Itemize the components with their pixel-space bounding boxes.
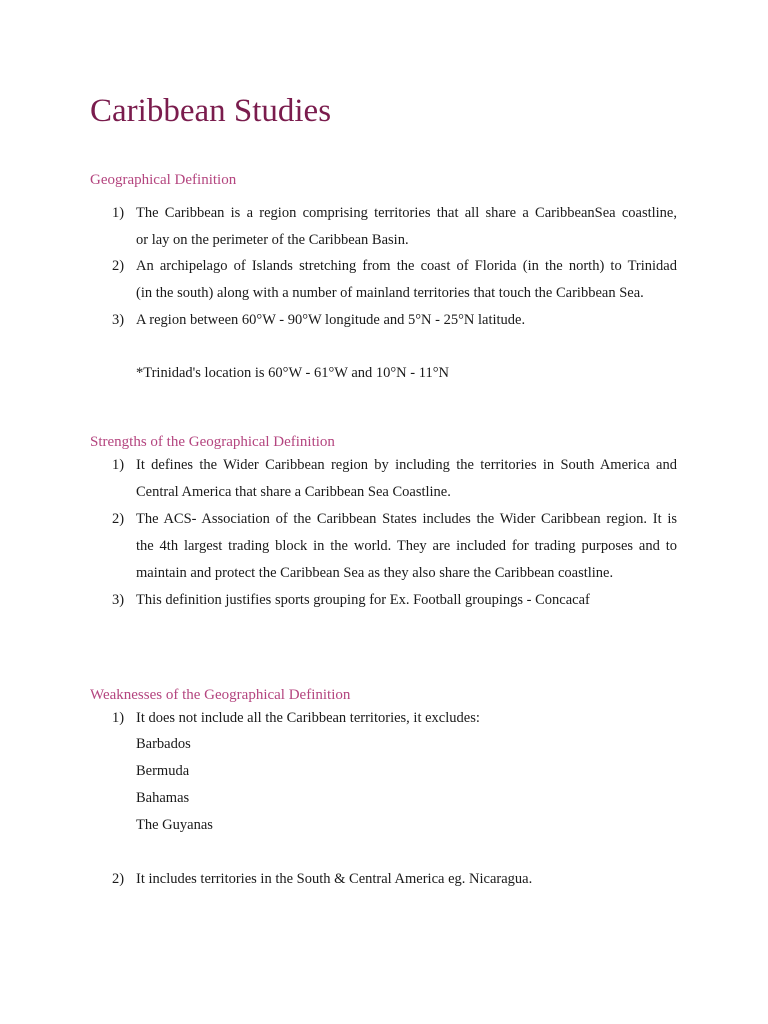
list-number: 2) <box>112 258 125 274</box>
list-item-text: maintain and protect the Caribbean Sea as they also share the Caribbean coastline. <box>136 565 614 581</box>
list-item-text: A region between 60°W - 90°W longitude and 5°N - 25°N latitude. <box>136 312 526 328</box>
list-number: 3) <box>112 592 125 608</box>
list-item-text: (in the south) along with a number of mainland territories that touch the Caribbean Sea. <box>136 285 644 301</box>
list-item-text: It does not include all the Caribbean territories, it excludes: <box>136 710 480 726</box>
list-item-text: It defines the Wider Caribbean region by including the territories in South America and <box>136 457 677 473</box>
list-number: 1) <box>112 710 125 726</box>
section-heading-geographical-definition: Geographical Definition <box>90 172 237 188</box>
document-title: Caribbean Studies <box>90 93 332 129</box>
list-item-text: The Caribbean is a region comprising territories that all share a CaribbeanSea coastline, <box>136 205 677 221</box>
location-note: *Trinidad's location is 60°W - 61°W and 10°N - 11°N <box>136 365 449 381</box>
list-number: 3) <box>112 312 125 328</box>
list-item-text: The ACS- Association of the Caribbean States includes the Wider Caribbean region. It is <box>136 511 677 527</box>
list-item-text: Central America that share a Caribbean Sea Coastline. <box>136 484 451 500</box>
list-number: 1) <box>112 457 125 473</box>
list-item-text: or lay on the perimeter of the Caribbean Basin. <box>136 232 409 248</box>
list-number: 2) <box>112 871 125 887</box>
list-item-text: An archipelago of Islands stretching from the coast of Florida (in the north) to Trinidad <box>136 258 677 274</box>
excluded-territory: Bermuda <box>136 763 190 779</box>
list-number: 1) <box>112 205 125 221</box>
list-item-text: It includes territories in the South & Central America eg. Nicaragua. <box>136 871 533 887</box>
excluded-territory: The Guyanas <box>136 817 213 833</box>
excluded-territory: Bahamas <box>136 790 190 806</box>
list-item-text: This definition justifies sports grouping for Ex. Football groupings - Concacaf <box>136 592 590 608</box>
excluded-territory: Barbados <box>136 736 191 752</box>
list-number: 2) <box>112 511 125 527</box>
section-heading-strengths: Strengths of the Geographical Definition <box>90 434 335 450</box>
section-heading-weaknesses: Weaknesses of the Geographical Definition <box>90 687 351 703</box>
list-item-text: the 4th largest trading block in the world. They are included for trading purposes and to <box>136 538 677 554</box>
